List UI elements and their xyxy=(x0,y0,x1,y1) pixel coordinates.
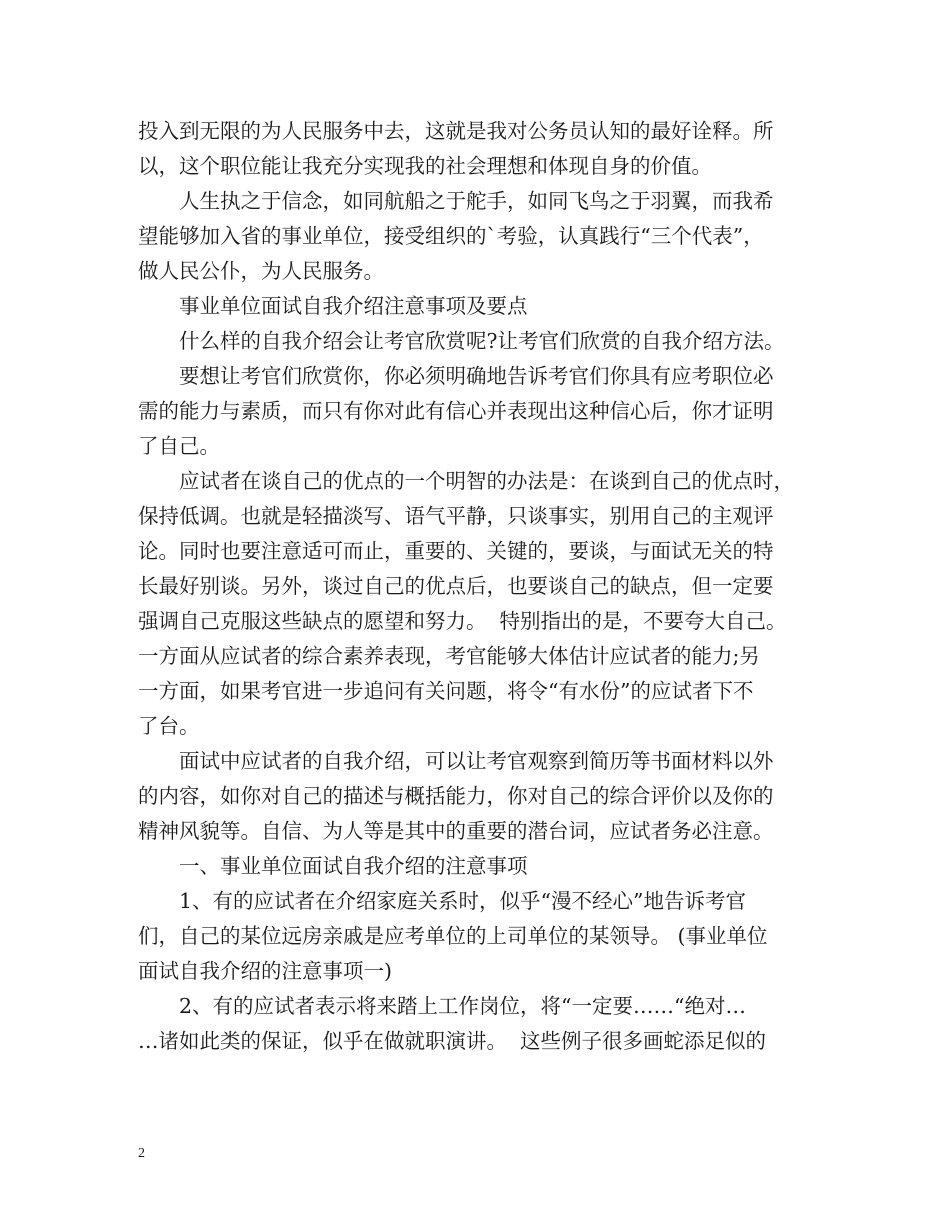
text-line: 强调自己克服这些缺点的愿望和努力。 特别指出的是，不要夸大自己。 xyxy=(138,609,787,633)
text-line: …诸如此类的保证，似乎在做就职演讲。 这些例子很多画蛇添足似的 xyxy=(138,1029,767,1053)
text-line: 什么样的自我介绍会让考官欣赏呢?让考官们欣赏的自我介绍方法。 xyxy=(138,329,785,353)
text-line: 人生执之于信念，如同航船之于舵手，如同飞鸟之于羽翼，而我希 xyxy=(138,189,774,213)
text-line: 们，自己的某位远房亲戚是应考单位的上司单位的某领导。 (事业单位 xyxy=(138,924,768,948)
text-line: 论。同时也要注意适可而止，重要的、关键的，要谈，与面试无关的特 xyxy=(138,539,774,563)
section-heading: 一、事业单位面试自我介绍的注意事项 xyxy=(138,854,528,878)
text-line: 精神风貌等。自信、为人等是其中的重要的潜台词，应试者务必注意。 xyxy=(138,819,774,843)
text-line: 以，这个职位能让我充分实现我的社会理想和体现自身的价值。 xyxy=(138,154,712,178)
text-line: 了台。 xyxy=(138,714,200,738)
page-number: 2 xyxy=(138,1146,145,1161)
text-line: 保持低调。也就是轻描淡写、语气平静，只谈事实，别用自己的主观评 xyxy=(138,504,774,528)
document-body xyxy=(138,114,814,1059)
text-line: 做人民公仆，为人民服务。 xyxy=(138,259,384,283)
text-line: 2、有的应试者表示将来踏上工作岗位，将“一定要……“绝对… xyxy=(138,994,747,1018)
text-line: 投入到无限的为人民服务中去，这就是我对公务员认知的最好诠释。所 xyxy=(138,119,774,143)
text-line: 望能够加入省的事业单位，接受组织的`考验，认真践行“三个代表”， xyxy=(138,224,764,248)
text-line: 应试者在谈自己的优点的一个明智的办法是：在谈到自己的优点时， xyxy=(138,469,794,493)
text-line: 面试中应试者的自我介绍，可以让考官观察到简历等书面材料以外 xyxy=(138,749,774,773)
text-line: 一方面从应试者的综合素养表现，考官能够大体估计应试者的能力;另 xyxy=(138,644,760,668)
text-line: 面试自我介绍的注意事项一) xyxy=(138,959,392,983)
text-line: 了自己。 xyxy=(138,434,220,458)
text-line: 1、有的应试者在介绍家庭关系时，似乎“漫不经心”地告诉考官 xyxy=(138,889,747,913)
text-line: 一方面，如果考官进一步追问有关问题，将令“有水份”的应试者下不 xyxy=(138,679,754,703)
text-line: 需的能力与素质，而只有你对此有信心并表现出这种信心后，你才证明 xyxy=(138,399,774,423)
text-line: 要想让考官们欣赏你，你必须明确地告诉考官们你具有应考职位必 xyxy=(138,364,774,388)
text-line: 长最好别谈。另外，谈过自己的优点后，也要谈自己的缺点，但一定要 xyxy=(138,574,774,598)
section-heading: 事业单位面试自我介绍注意事项及要点 xyxy=(138,294,528,318)
text-line: 的内容，如你对自己的描述与概括能力，你对自己的综合评价以及你的 xyxy=(138,784,774,808)
